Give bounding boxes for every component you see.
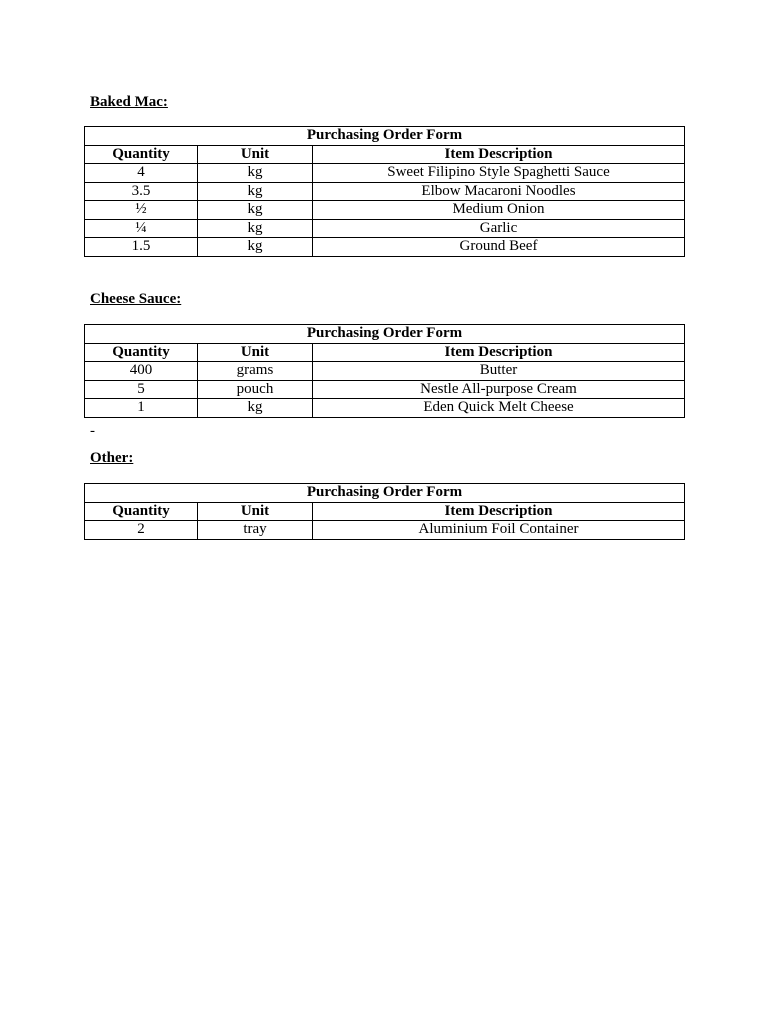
unit-cell: kg (198, 219, 313, 238)
purchase-order-table-other (84, 483, 685, 540)
unit-cell: kg (198, 238, 313, 257)
column-header-quantity: Quantity (85, 502, 198, 521)
table-row (85, 362, 685, 381)
column-header-item-description: Item Description (313, 145, 685, 164)
table-row (85, 164, 685, 183)
quantity-cell: 1.5 (85, 238, 198, 257)
table-header-row (85, 343, 685, 362)
purchase-order-table-baked-mac (84, 126, 685, 257)
unit-cell: kg (198, 164, 313, 183)
table-row (85, 399, 685, 418)
column-header-quantity: Quantity (85, 145, 198, 164)
table-row (85, 380, 685, 399)
separator-dash: - (90, 423, 95, 439)
item-description-cell: Elbow Macaroni Noodles (313, 182, 685, 201)
quantity-cell: ¼ (85, 219, 198, 238)
table-title: Purchasing Order Form (85, 484, 685, 503)
table-row (85, 201, 685, 220)
unit-cell: tray (198, 521, 313, 540)
table-row (85, 219, 685, 238)
quantity-cell: 5 (85, 380, 198, 399)
quantity-cell: 3.5 (85, 182, 198, 201)
item-description-cell: Eden Quick Melt Cheese (313, 399, 685, 418)
unit-cell: kg (198, 201, 313, 220)
section-heading-baked-mac: Baked Mac: (90, 94, 168, 110)
table-row (85, 521, 685, 540)
item-description-cell: Sweet Filipino Style Spaghetti Sauce (313, 164, 685, 183)
section-heading-other: Other: (90, 450, 134, 466)
table-header-row (85, 145, 685, 164)
quantity-cell: 2 (85, 521, 198, 540)
column-header-unit: Unit (198, 145, 313, 164)
item-description-cell: Ground Beef (313, 238, 685, 257)
table-header-row (85, 502, 685, 521)
quantity-cell: 4 (85, 164, 198, 183)
column-header-item-description: Item Description (313, 502, 685, 521)
unit-cell: kg (198, 182, 313, 201)
quantity-cell: 1 (85, 399, 198, 418)
column-header-unit: Unit (198, 502, 313, 521)
section-heading-cheese-sauce: Cheese Sauce: (90, 291, 182, 307)
item-description-cell: Garlic (313, 219, 685, 238)
column-header-unit: Unit (198, 343, 313, 362)
item-description-cell: Nestle All-purpose Cream (313, 380, 685, 399)
item-description-cell: Butter (313, 362, 685, 381)
unit-cell: pouch (198, 380, 313, 399)
item-description-cell: Medium Onion (313, 201, 685, 220)
quantity-cell: 400 (85, 362, 198, 381)
table-row (85, 238, 685, 257)
column-header-item-description: Item Description (313, 343, 685, 362)
purchase-order-table-cheese-sauce (84, 324, 685, 418)
item-description-cell: Aluminium Foil Container (313, 521, 685, 540)
table-title: Purchasing Order Form (85, 325, 685, 344)
table-row (85, 182, 685, 201)
unit-cell: kg (198, 399, 313, 418)
unit-cell: grams (198, 362, 313, 381)
column-header-quantity: Quantity (85, 343, 198, 362)
table-title: Purchasing Order Form (85, 127, 685, 146)
quantity-cell: ½ (85, 201, 198, 220)
